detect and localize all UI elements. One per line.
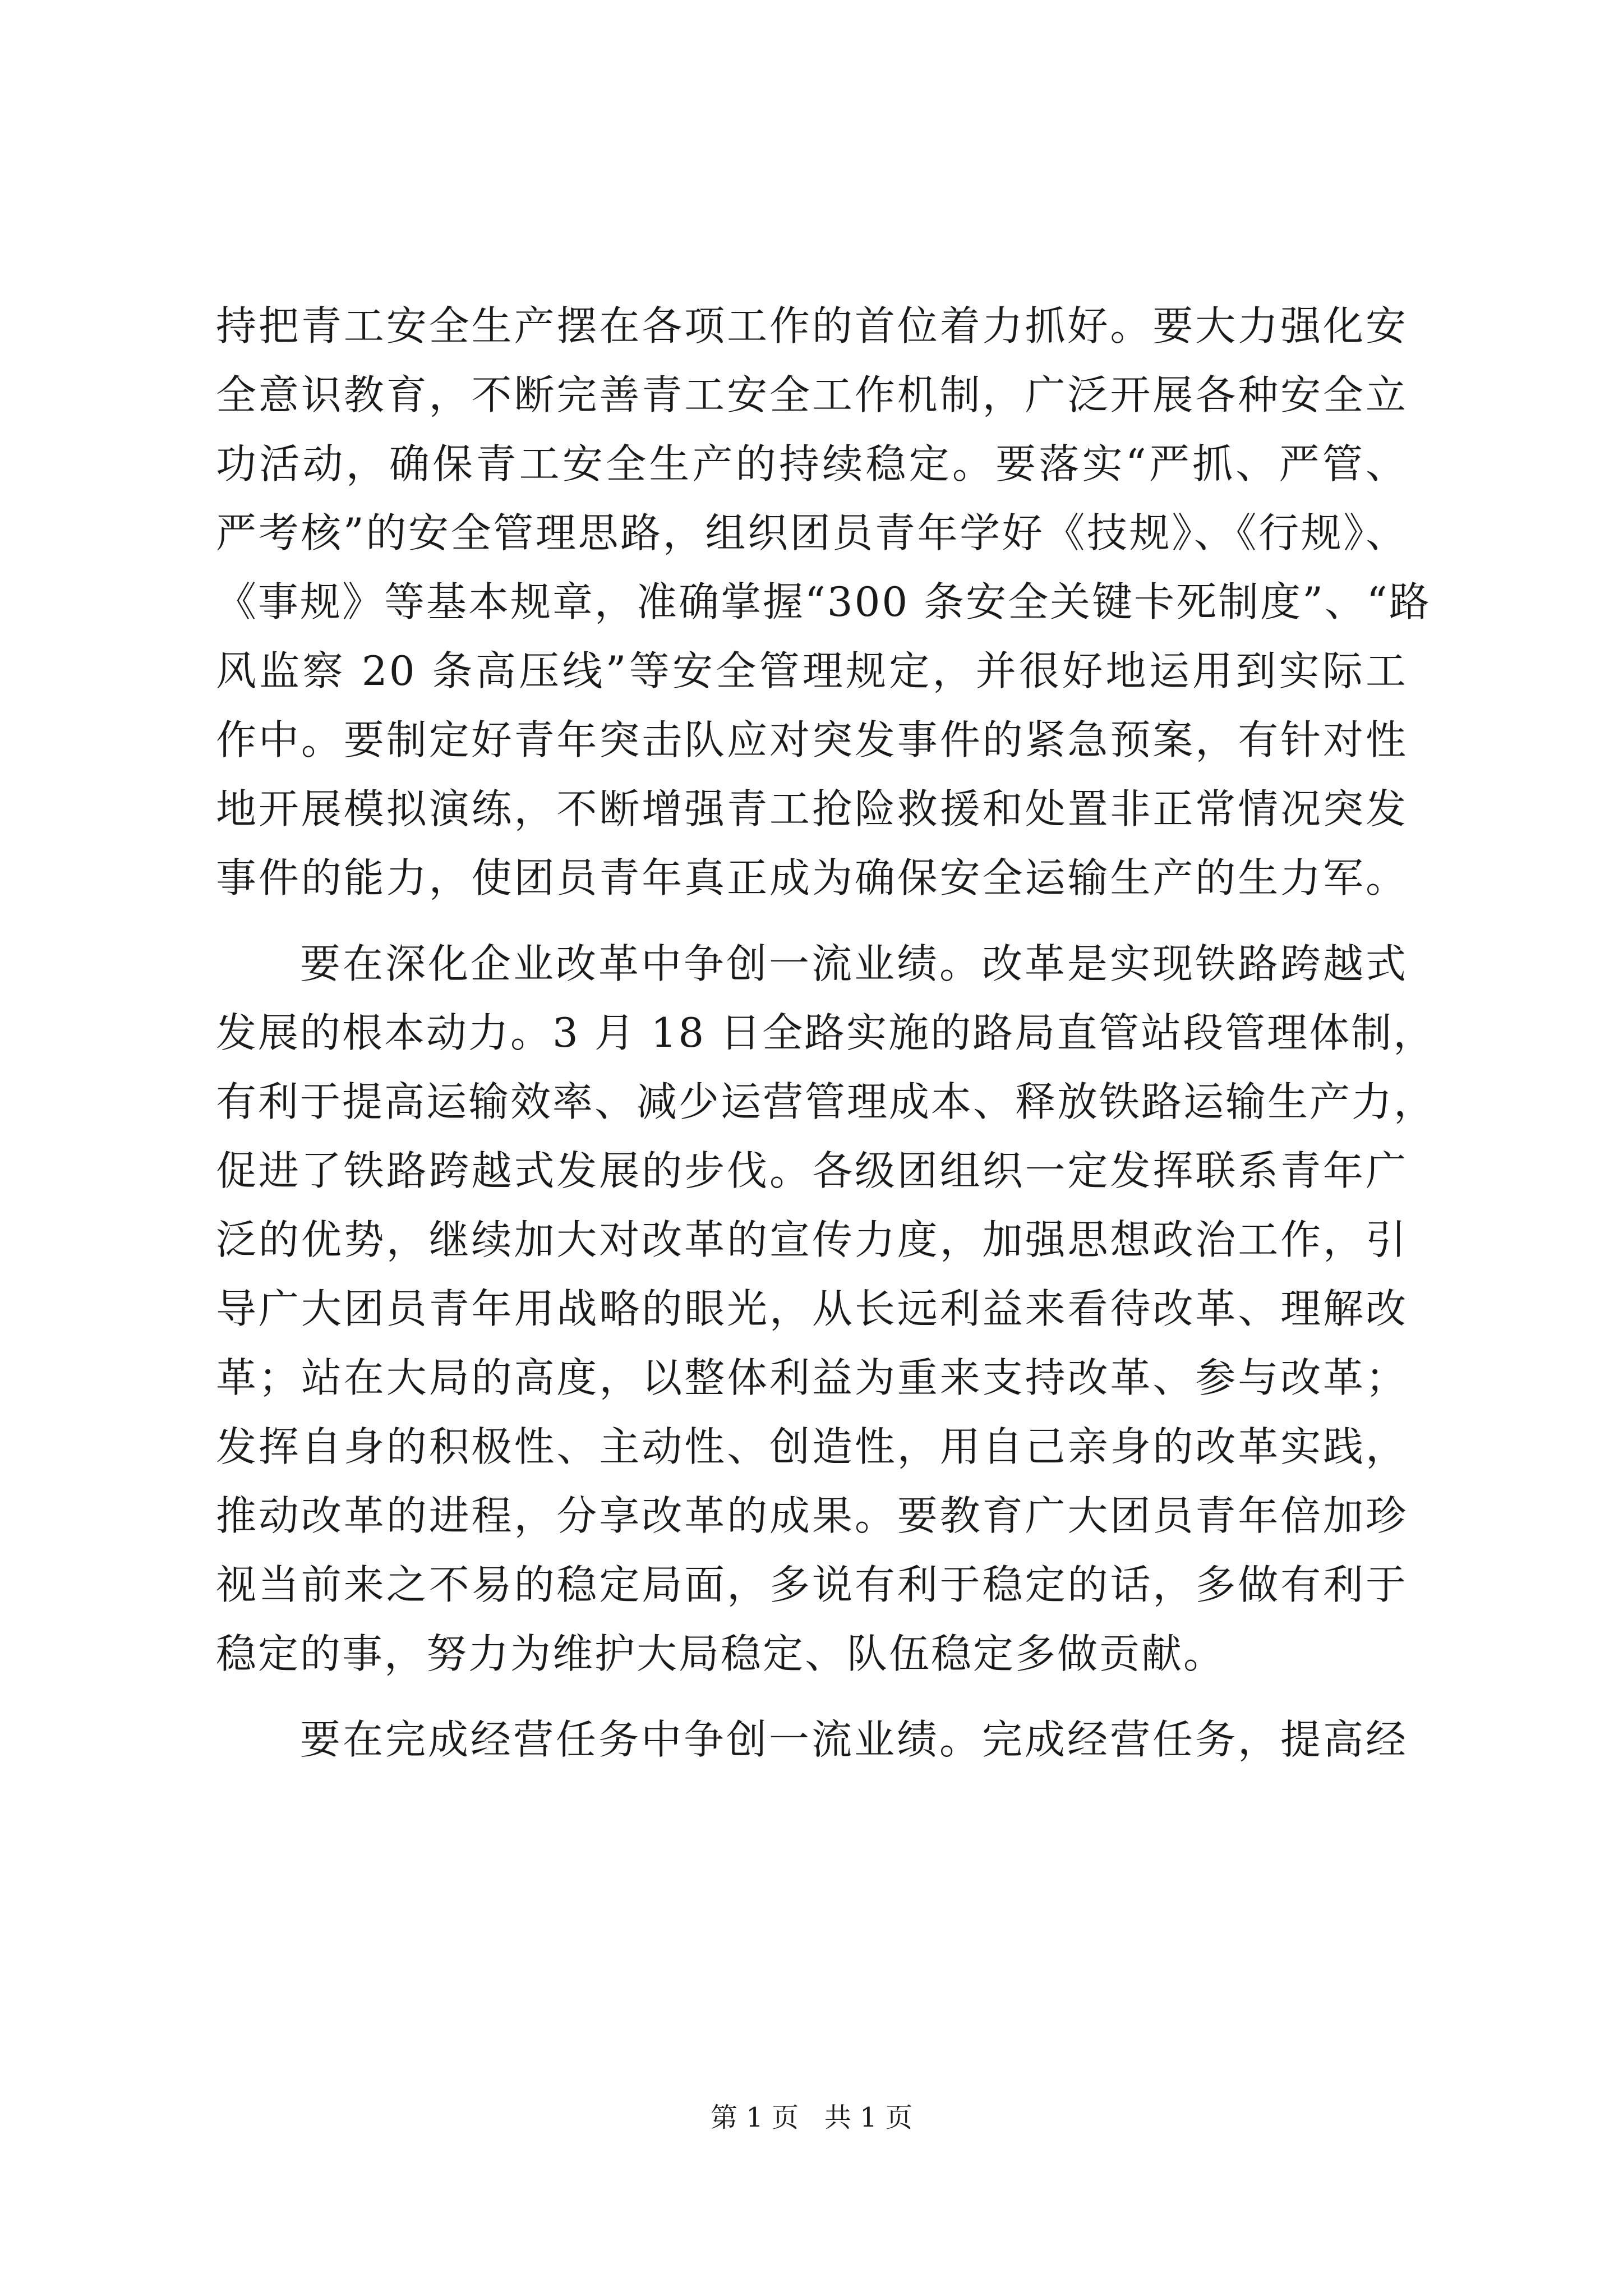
text-line: 泛的优势，继续加大对改革的宣传力度，加强思想政治工作，引 [216, 1216, 1408, 1263]
page-spacer [807, 2102, 815, 2133]
document-body [216, 292, 1436, 1774]
text-line: 稳定的事，努力为维护大局稳定、队伍稳定多做贡献。 [216, 1630, 1226, 1677]
text-line: 发挥自身的积极性、主动性、创造性，用自己亲身的改革实践， [216, 1423, 1408, 1470]
text-line: 革；站在大局的高度，以整体利益为重来支持改革、参与改革； [216, 1354, 1408, 1401]
page-total: 共 1 页 [824, 2102, 912, 2133]
text-line: 发展的根本动力。3 月 18 日全路实施的路局直管站段管理体制， [216, 1009, 1436, 1056]
text-line: 作中。要制定好青年突击队应对突发事件的紧急预案，有针对性 [216, 716, 1408, 763]
text-line: 严考核”的安全管理思路，组织团员青年学好《技规》、《行规》、 [216, 509, 1408, 556]
text-line: 促进了铁路跨越式发展的步伐。各级团组织一定发挥联系青年广 [216, 1147, 1408, 1194]
text-line: 有利于提高运输效率、减少运营管理成本、释放铁路运输生产力， [216, 1078, 1436, 1125]
page-number: 第 1 页 [711, 2102, 799, 2133]
page-footer [0, 2101, 1623, 2134]
text-line: 风监察 20 条高压线”等安全管理规定，并很好地运用到实际工 [216, 647, 1408, 694]
text-line: 导广大团员青年用战略的眼光，从长远利益来看待改革、理解改 [216, 1285, 1408, 1332]
text-line: 全意识教育，不断完善青工安全工作机制，广泛开展各种安全立 [216, 371, 1408, 418]
text-line: 推动改革的进程，分享改革的成果。要教育广大团员青年倍加珍 [216, 1492, 1408, 1539]
text-line: 要在深化企业改革中争创一流业绩。改革是实现铁路跨越式 [300, 940, 1408, 987]
text-line: 功活动，确保青工安全生产的持续稳定。要落实“严抓、严管、 [216, 440, 1408, 487]
paragraph-1 [216, 292, 1431, 913]
text-line: 视当前来之不易的稳定局面，多说有利于稳定的话，多做有利于 [216, 1561, 1408, 1608]
text-line: 持把青工安全生产摆在各项工作的首位着力抓好。要大力强化安 [216, 302, 1408, 349]
text-line: 《事规》等基本规章，准确掌握“300 条安全关键卡死制度”、“路 [216, 578, 1431, 625]
text-line: 要在完成经营任务中争创一流业绩。完成经营任务，提高经 [300, 1716, 1408, 1763]
text-line: 地开展模拟演练，不断增强青工抢险救援和处置非正常情况突发 [216, 785, 1408, 832]
paragraph-3 [216, 1705, 1408, 1774]
text-line: 事件的能力，使团员青年真正成为确保安全运输生产的生力军。 [216, 854, 1408, 901]
paragraph-2 [216, 930, 1436, 1688]
